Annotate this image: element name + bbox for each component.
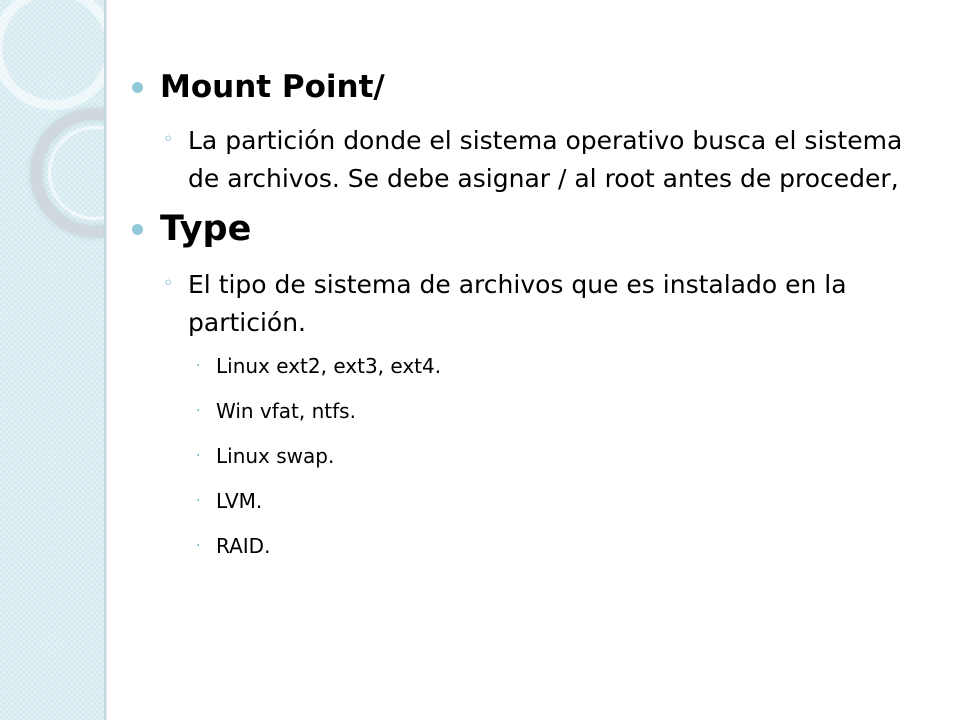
list-item-filesystem	[130, 397, 940, 425]
slide-body	[130, 66, 940, 577]
bullet-small-dot-icon: ·	[196, 493, 201, 509]
filesystem-raid: RAID.	[216, 534, 271, 558]
decorative-side-band	[0, 0, 104, 720]
bullet-small-dot-icon: ·	[196, 538, 201, 554]
type-description: El tipo de sistema de archivos que es instalado en la partición.	[188, 270, 847, 337]
sub-bullet-mount-point	[130, 122, 940, 198]
decorative-ring-outer	[0, 0, 104, 110]
bullet-circle-icon: ◦	[163, 273, 174, 294]
filesystem-swap: Linux swap.	[216, 444, 335, 468]
bullet-dot-icon	[132, 82, 143, 93]
bullet-small-dot-icon: ·	[196, 358, 201, 374]
heading-mount-point: Mount Point/	[160, 69, 385, 105]
list-item-filesystem	[130, 487, 940, 515]
list-item-filesystem	[130, 532, 940, 560]
filesystem-win: Win vfat, ntfs.	[216, 399, 356, 423]
bullet-small-dot-icon: ·	[196, 448, 201, 464]
bullet-circle-icon: ◦	[163, 129, 174, 150]
bullet-type	[130, 208, 940, 250]
sub-bullet-type	[130, 266, 940, 342]
list-item-filesystem	[130, 442, 940, 470]
mount-point-description: La partición donde el sistema operativo busca el sistema de archivos. Se debe asignar / al root antes de proceder,	[188, 126, 903, 193]
bullet-mount-point	[130, 66, 940, 108]
heading-type: Type	[160, 209, 252, 249]
list-item-filesystem	[130, 352, 940, 380]
filesystem-linux: Linux ext2, ext3, ext4.	[216, 354, 442, 378]
bullet-small-dot-icon: ·	[196, 403, 201, 419]
filesystem-lvm: LVM.	[216, 489, 263, 513]
bullet-dot-icon	[132, 224, 143, 235]
band-divider	[104, 0, 107, 720]
